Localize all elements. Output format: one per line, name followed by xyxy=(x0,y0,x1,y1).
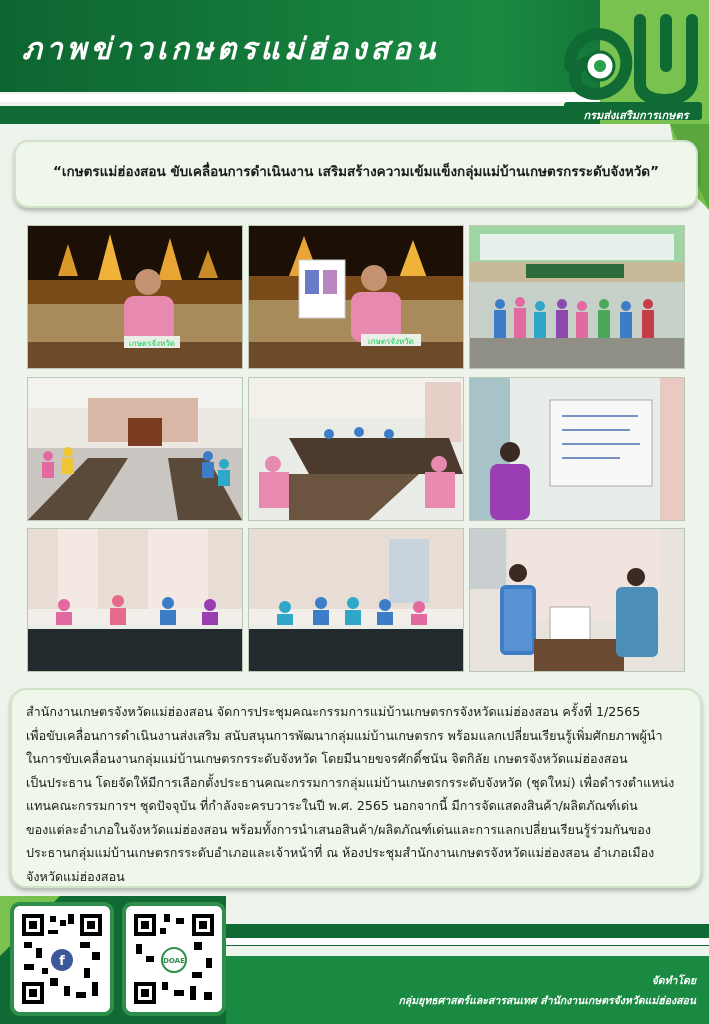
photo-committee-right xyxy=(248,528,464,672)
header-divider xyxy=(0,94,600,102)
photo-meeting-tables xyxy=(248,377,464,521)
body-line: จังหวัดแม่ฮ่องสอน xyxy=(26,868,125,884)
footer-divider xyxy=(226,938,709,945)
headline: “เกษตรแม่ฮ่องสอน ขับเคลื่อนการดำเนินงาน เสริมสร้างความเข้มแข็งกลุ่มแม่บ้านเกษตรกรระดับจังหวัด” xyxy=(53,164,659,180)
qr-code-doae[interactable] xyxy=(122,902,226,1016)
photo-committee-left xyxy=(27,528,243,672)
logo-caption: กรมส่งเสริมการเกษตร xyxy=(583,109,689,122)
photo-group-outdoor xyxy=(469,225,685,369)
page-title: ภาพข่าวเกษตรแม่ฮ่องสอน xyxy=(22,32,440,67)
photo-whiteboard-presenter xyxy=(469,377,685,521)
nameplate-text: เกษตรจังหวัด xyxy=(368,337,414,346)
svg-text:f: f xyxy=(59,954,65,969)
body-line: ประธานกลุ่มแม่บ้านเกษตรกรระดับอำเภอและเจ้าหน้าที่ ณ ห้องประชุมสำนักงานเกษตรจังหวัดแม่ฮ่องสอน อำเภอเมือง xyxy=(26,845,655,860)
doae-badge: DOAE xyxy=(163,957,185,965)
photo-chair-document xyxy=(248,225,464,369)
doae-logo xyxy=(560,6,705,122)
body-line: แทนคณะกรรมการฯ ชุดปัจจุบัน ที่กำลังจะครบวาระในปี พ.ศ. 2565 นอกจากนี้ มีการจัดแสดงสินค้า/ผลิตภัณฑ์เด่น xyxy=(26,798,638,813)
body-line: เป็นประธาน โดยจัดให้มีการเลือกตั้งประธานคณะกรรมการกลุ่มแม่บ้านเกษตรกรระดับจังหวัด (ชุดใหม่) เพื่อดำรงตำแหน่ง xyxy=(26,774,675,790)
qr-code-facebook[interactable] xyxy=(10,902,114,1016)
body-line: ของแต่ละอำเภอในจังหวัดแม่ฮ่องสอน พร้อมทั้งการนำเสนอสินค้า/ผลิตภัณฑ์เด่นและการแลกเปลี่ยนเรียนรู้ร่วมกันของ xyxy=(26,821,651,837)
body-paragraph xyxy=(26,700,686,888)
credit-label: จัดทำโดย xyxy=(651,975,696,987)
photo-ballot-box xyxy=(469,528,685,672)
photo-meeting-chair xyxy=(27,225,243,369)
nameplate-text: เกษตรจังหวัด xyxy=(129,339,175,348)
credit-org: กลุ่มยุทธศาสตร์และสารสนเทศ สำนักงานเกษตรจังหวัดแม่ฮ่องสอน xyxy=(398,995,696,1007)
body-line: ในการขับเคลื่อนงานกลุ่มแม่บ้านเกษตรกรระดับจังหวัด โดยมีนายขจรศักดิ์ชนัน จิตกิลัย เกษตรจังหวัดแม่ฮ่องสอน xyxy=(26,751,628,766)
body-line: สำนักงานเกษตรจังหวัดแม่ฮ่องสอน จัดการประชุมคณะกรรมการแม่บ้านเกษตรกรจังหวัดแม่ฮ่องสอน ครั้งที่ 1/2565 xyxy=(26,704,641,719)
photo-meeting-room-wide xyxy=(27,377,243,521)
body-line: เพื่อขับเคลื่อนการดำเนินงานส่งเสริม สนับสนุนการพัฒนากลุ่มแม่บ้านเกษตรกร พร้อมแลกเปลี่ยนเรียนรู้เพิ่มศักยภาพผู้นำ xyxy=(26,727,663,743)
